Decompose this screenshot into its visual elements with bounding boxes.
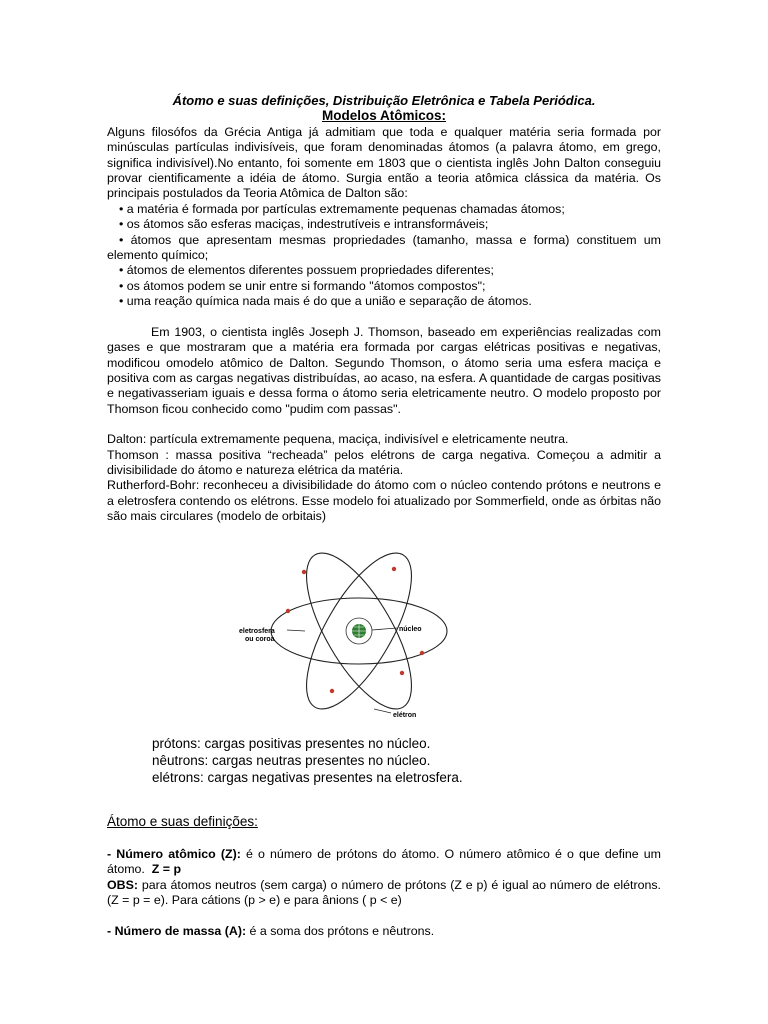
eletrosfera-label-2: ou coroa [245, 635, 275, 643]
document-page [107, 93, 661, 939]
atomic-number-paragraph [107, 847, 661, 878]
electrons-definition: elétrons: cargas negativas presentes na eletrosfera. [152, 769, 463, 785]
document-subtitle: Modelos Atômicos: [321, 108, 446, 124]
obs-paragraph [107, 878, 661, 909]
electron-dot [302, 569, 306, 573]
rutherford-model-text: Rutherford-Bohr: reconheceu a divisibilidade do átomo com o núcleo contendo prótons e neutrons e a eletrosfera contendo os elétrons. Esse modelo foi atualizado por Sommerfield, onde as órbitas não são mais circulares (modelo de orbitais) [107, 478, 661, 524]
particle-definitions [152, 735, 661, 786]
list-item: • os átomos são esferas maciças, indestrutíveis e intransformáveis; [119, 217, 489, 232]
electron-dot [392, 566, 396, 570]
obs-text: para átomos neutros (sem carga) o número de prótons (Z e p) é igual ao número de elétrons. (Z = p = e). Para cátions (p > e) e para ânions ( p < e) [107, 877, 661, 908]
atom-diagram [239, 531, 447, 727]
electron-dot [420, 650, 424, 654]
electron-label: elétron [393, 711, 417, 719]
electron-dot [286, 608, 290, 612]
mass-number-label: - Número de massa (A): [107, 923, 247, 938]
list-item: • átomos de elementos diferentes possuem propriedades diferentes; [119, 263, 494, 278]
mass-number-text: é a soma dos prótons e nêutrons. [246, 923, 435, 938]
thomson-model-text: Thomson : massa positiva “recheada” pelos elétrons de carga negativa. Começou a admitir a divisibilidade do átomo e natureza elétrica da matéria. [107, 447, 661, 477]
atomic-number-formula: Z = p [151, 862, 182, 877]
obs-label: OBS: [107, 877, 138, 892]
eletrosfera-label: eletrosfera [239, 627, 275, 635]
atomic-number-text: é o número de prótons do átomo. O número atômico é o que define um átomo. [107, 846, 661, 877]
neutrons-definition: nêutrons: cargas neutras presentes no núcleo. [152, 752, 431, 768]
protons-definition: prótons: cargas positivas presentes no núcleo. [152, 735, 431, 751]
list-item: • os átomos podem se unir entre si formando "átomos compostos"; [119, 278, 486, 293]
nucleus [346, 618, 372, 644]
label-leaders [287, 628, 397, 713]
electron-dot [400, 670, 404, 674]
electron-dot [330, 688, 334, 692]
atomic-number-label: - Número atômico (Z): [107, 846, 241, 861]
dalton-postulates-list [107, 202, 661, 310]
dalton-model-text: Dalton: partícula extremamente pequena, maciça, indivisível e eletricamente neutra. [107, 432, 569, 447]
section-heading: Átomo e suas definições: [107, 813, 258, 829]
atom-figure [107, 525, 661, 735]
document-title: Átomo e suas definições, Distribuição Eletrônica e Tabela Periódica. [172, 93, 596, 108]
mass-number-paragraph [107, 924, 661, 939]
list-item: • uma reação química nada mais é do que a união e separação de átomos. [119, 294, 532, 309]
nucleus-label: núcleo [399, 625, 422, 633]
intro-paragraph: Alguns filosófos da Grécia Antiga já admitiam que toda e qualquer matéria seria formada por minúsculas partículas indivisíveis, que foram denominadas átomos (a palavra átomo, em grego, significa indivisível).No entanto, foi somente em 1803 que o cientista inglês John Dalton conseguiu provar cientificamente a idéia de átomo. Surgia então a teoria atômica clássica da matéria. Os principais postulados da Teoria Atômica de Dalton são: [107, 124, 661, 201]
list-item: • a matéria é formada por partículas extremamente pequenas chamadas átomos; [119, 201, 565, 216]
list-item: • átomos que apresentam mesmas propriedades (tamanho, massa e forma) constituem um elemento químico; [107, 232, 661, 263]
thomson-paragraph: Em 1903, o cientista inglês Joseph J. Thomson, baseado em experiências realizadas com gases e que mostraram que a matéria era formada por cargas elétricas positivas e negativas, modificou omodelo atômico de Dalton. Segundo Thomson, o átomo seria uma esfera maciça e positiva com as cargas negativas distribuídas, ao acaso, na esfera. A quantidade de cargas positivas e negativasseriam iguais e dessa forma o átomo seria eletricamente neutro. O modelo proposto por Thomson ficou conhecido como "pudim com passas". [107, 324, 661, 416]
